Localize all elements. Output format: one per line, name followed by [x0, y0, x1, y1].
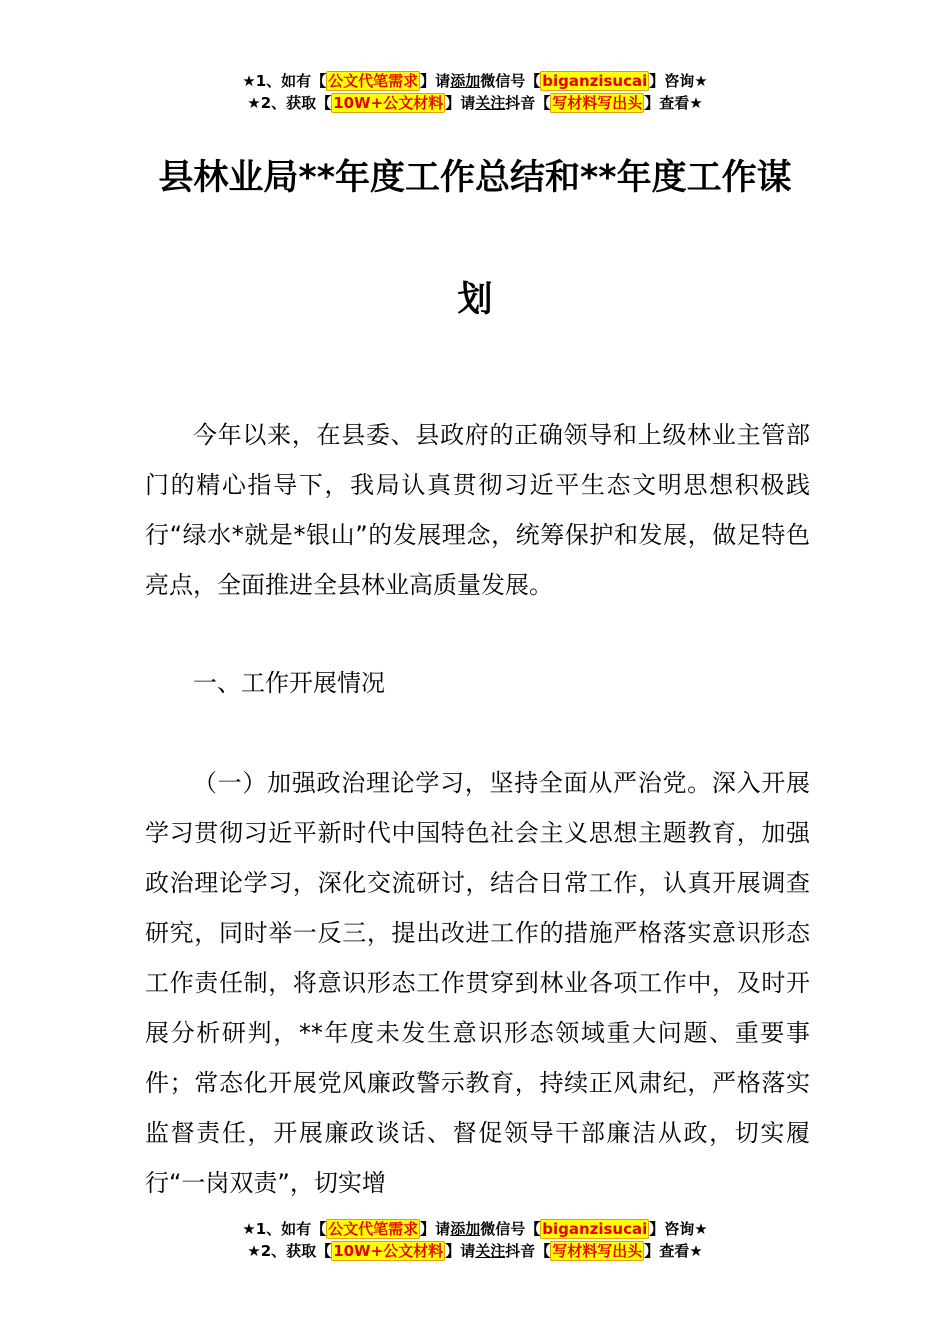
promo-highlight: 10W+公文材料	[333, 94, 444, 112]
promo-underlined-text: 添加	[450, 72, 481, 90]
promo-text: 】请	[445, 1242, 476, 1260]
footer-promo-banner	[0, 1218, 950, 1262]
promo-text: 】请	[445, 94, 476, 112]
promo-text: 抖音【	[505, 94, 551, 112]
promo-text: 】查看★	[644, 94, 703, 112]
intro-paragraph: 今年以来，在县委、县政府的正确领导和上级林业主管部门的精心指导下，我局认真贯彻习近平生态文明思想积极践行“绿水*就是*银山”的发展理念，统筹保护和发展，做足特色亮点，全面推进全县林业高质量发展。	[145, 421, 810, 599]
promo-text: 】请	[420, 72, 451, 90]
promo-text: ★2、获取【	[247, 94, 332, 112]
promo-line-2	[0, 1240, 950, 1262]
promo-underlined-text: 关注	[475, 1242, 506, 1260]
promo-highlight: 公文代笔需求	[328, 1220, 419, 1238]
promo-text: 】查看★	[644, 1242, 703, 1260]
section-heading: 一、工作开展情况	[193, 669, 385, 697]
promo-text: 】咨询★	[649, 1220, 708, 1238]
promo-line-2	[0, 92, 950, 114]
promo-douyin-id: 写材料写出头	[552, 94, 643, 112]
promo-text: 微信号【	[480, 1220, 541, 1238]
promo-text: 微信号【	[480, 72, 541, 90]
promo-wechat-id: biganzisucai	[542, 1220, 648, 1238]
promo-underlined-text: 关注	[475, 94, 506, 112]
document-title-line-2: 划	[457, 280, 493, 320]
promo-underlined-text: 添加	[450, 1220, 481, 1238]
promo-text: ★1、如有【	[242, 72, 327, 90]
header-promo-banner	[0, 70, 950, 114]
promo-text: ★1、如有【	[242, 1220, 327, 1238]
promo-text: 抖音【	[505, 1242, 551, 1260]
promo-line-1	[0, 1218, 950, 1240]
promo-highlight: 公文代笔需求	[328, 72, 419, 90]
promo-highlight: 10W+公文材料	[333, 1242, 444, 1260]
document-title-line-1: 县林业局**年度工作总结和**年度工作谋	[158, 158, 792, 198]
promo-text: 】请	[420, 1220, 451, 1238]
promo-wechat-id: biganzisucai	[542, 72, 648, 90]
section-paragraph: （一）加强政治理论学习，坚持全面从严治党。深入开展学习贯彻习近平新时代中国特色社会主义思想主题教育，加强政治理论学习，深化交流研讨，结合日常工作，认真开展调查研究，同时举一反三，提出改进工作的措施严格落实意识形态工作责任制，将意识形态工作贯穿到林业各项工作中，及时开展分析研判，**年度未发生意识形态领域重大问题、重要事件；常态化开展党风廉政警示教育，持续正风肃纪，严格落实监督责任，开展廉政谈话、督促领导干部廉洁从政，切实履行“一岗双责”，切实增	[145, 769, 810, 1197]
promo-text: 】咨询★	[649, 72, 708, 90]
promo-line-1	[0, 70, 950, 92]
promo-text: ★2、获取【	[247, 1242, 332, 1260]
promo-douyin-id: 写材料写出头	[552, 1242, 643, 1260]
